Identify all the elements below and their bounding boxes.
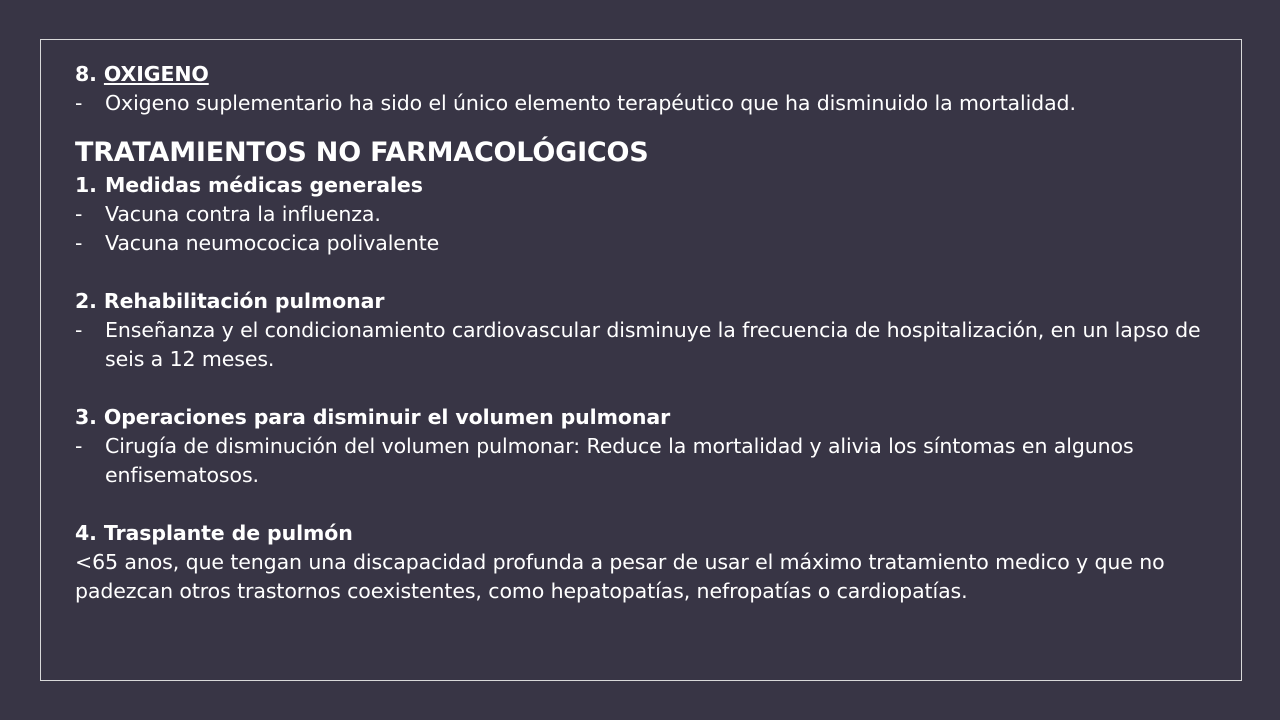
item-1-bullet-1 [75,200,1225,229]
bullet-dash: - [75,231,83,255]
section-8-title-text: OXIGENO [103,62,209,86]
item-1-title [75,171,1225,200]
item-3-bullet-text: Cirugía de disminución del volumen pulmonar: Reduce la mortalidad y alivia los síntomas en algunos enfisematosos. [105,434,1134,487]
item-4-title: 4. Trasplante de pulmón [75,521,353,545]
item-2-bullet-text: Enseñanza y el condicionamiento cardiovascular disminuye la frecuencia de hospitalización, en un lapso de seis a 12 meses. [105,318,1201,371]
item-2-title: 2. Rehabilitación pulmonar [75,289,385,313]
section-heading: TRATAMIENTOS NO FARMACOLÓGICOS [75,137,649,168]
section-8-bullet-text: Oxigeno suplementario ha sido el único elemento terapéutico que ha disminuido la mortalidad. [105,91,1076,115]
item-1-bullet-2-text: Vacuna neumococica polivalente [105,231,440,255]
item-2-bullet [75,316,1225,374]
item-3-title: 3. Operaciones para disminuir el volumen pulmonar [75,405,671,429]
section-8-title [75,60,1225,89]
item-1-bullet-1-text: Vacuna contra la influenza. [105,202,381,226]
item-3-bullet [75,432,1225,490]
item-4-text: <65 anos, que tengan una discapacidad profunda a pesar de usar el máximo tratamiento medico y que no padezcan otros trastornos coexistentes, como hepatopatías, nefropatías o cardiopatías. [75,550,1165,603]
slide-content [75,60,1225,606]
bullet-dash: - [75,202,83,226]
bullet-dash: - [75,434,83,458]
item-1-title-text: Medidas médicas generales [105,173,423,197]
item-1-number: 1. [75,173,97,197]
section-8-bullet [75,89,1225,118]
bullet-dash: - [75,91,83,115]
bullet-dash: - [75,318,83,342]
section-8-number: 8. [75,62,97,86]
item-1-bullet-2 [75,229,1225,258]
